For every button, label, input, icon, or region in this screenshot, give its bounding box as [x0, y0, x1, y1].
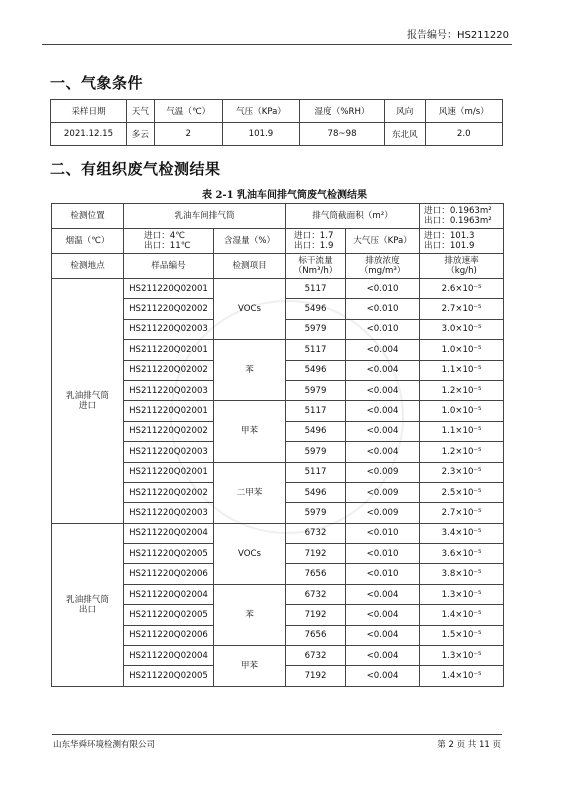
concentration-cell: <0.010 — [346, 544, 420, 564]
rate-cell: 2.5×10⁻⁵ — [420, 482, 504, 502]
weather-header-row — [51, 100, 503, 123]
rate-cell: 1.2×10⁻⁵ — [420, 380, 504, 400]
sample-id-cell: HS211220Q02006 — [124, 625, 214, 645]
col-rate-unit: （kg/h) — [446, 266, 477, 276]
concentration-cell: <0.004 — [346, 442, 420, 462]
temp-values — [124, 229, 214, 254]
sample-id-cell: HS211220Q02002 — [124, 299, 214, 319]
flow-cell: 5979 — [286, 442, 346, 462]
pressure-label: 大气压（KPa） — [346, 229, 420, 254]
concentration-cell: <0.009 — [346, 462, 420, 482]
site-outlet-line1: 乳油排气筒 — [66, 594, 109, 605]
test-item-cell: VOCs — [214, 523, 286, 584]
flow-cell: 7192 — [286, 605, 346, 625]
sample-id-cell: HS211220Q02005 — [124, 605, 214, 625]
weather-value-cell: 2021.12.15 — [51, 123, 127, 146]
flow-cell: 5117 — [286, 401, 346, 421]
sample-id-cell: HS211220Q02004 — [124, 523, 214, 543]
flow-cell: 7656 — [286, 564, 346, 584]
column-header-row — [52, 254, 504, 279]
sample-id-cell: HS211220Q02001 — [124, 340, 214, 360]
rate-cell: 3.4×10⁻⁵ — [420, 523, 504, 543]
concentration-cell: <0.009 — [346, 503, 420, 523]
weather-header-cell: 风速（m/s） — [425, 100, 502, 123]
flow-cell: 5496 — [286, 360, 346, 380]
concentration-cell: <0.010 — [346, 319, 420, 339]
col-item: 检测项目 — [214, 254, 286, 279]
weather-header-cell: 天气 — [127, 100, 155, 123]
footer-company: 山东华舜环境检测有限公司 — [53, 740, 156, 750]
results-table — [51, 203, 504, 687]
pressure-outlet: 出口：101.9 — [424, 241, 475, 251]
sample-id-cell: HS211220Q02003 — [124, 380, 214, 400]
weather-value-row — [51, 123, 503, 146]
col-conc-unit: （mg/m³） — [359, 266, 406, 276]
flow-cell: 5979 — [286, 319, 346, 339]
pressure-inlet: 进口：101.3 — [424, 231, 475, 241]
test-item-cell: 甲苯 — [214, 401, 286, 462]
moisture-values — [286, 229, 346, 254]
weather-value-cell: 东北风 — [384, 123, 425, 146]
footer-page: 第 2 页 共 11 页 — [437, 740, 501, 750]
flow-cell: 5979 — [286, 380, 346, 400]
site-inlet-line1: 乳油排气筒 — [66, 390, 109, 401]
rate-cell: 1.5×10⁻⁵ — [420, 625, 504, 645]
rate-cell: 2.3×10⁻⁵ — [420, 462, 504, 482]
concentration-cell: <0.004 — [346, 625, 420, 645]
table-row — [52, 523, 504, 543]
footer-rule — [52, 734, 502, 735]
area-label: 排气筒截面积（m²） — [286, 204, 420, 229]
rate-cell: 2.6×10⁻⁵ — [420, 279, 504, 299]
rate-cell: 1.0×10⁻⁵ — [420, 340, 504, 360]
area-outlet: 出口：0.1963m² — [424, 216, 492, 226]
flow-cell: 5117 — [286, 279, 346, 299]
concentration-cell: <0.004 — [346, 380, 420, 400]
concentration-cell: <0.004 — [346, 605, 420, 625]
flow-cell: 7656 — [286, 625, 346, 645]
test-item-cell: 二甲苯 — [214, 462, 286, 523]
concentration-cell: <0.004 — [346, 646, 420, 666]
flow-cell: 5496 — [286, 421, 346, 441]
weather-value-cell: 2.0 — [425, 123, 502, 146]
site-inlet — [52, 279, 124, 524]
rate-cell: 1.3×10⁻⁵ — [420, 646, 504, 666]
flow-cell: 6732 — [286, 523, 346, 543]
area-inlet: 进口：0.1963m² — [424, 206, 492, 216]
sample-id-cell: HS211220Q02005 — [124, 666, 214, 686]
location-label: 检测位置 — [52, 204, 124, 229]
flow-cell: 5496 — [286, 299, 346, 319]
moisture-label: 含湿量（%） — [214, 229, 286, 254]
rate-cell: 1.1×10⁻⁵ — [420, 421, 504, 441]
concentration-cell: <0.004 — [346, 401, 420, 421]
col-conc-title: 排放浓度 — [365, 256, 400, 266]
weather-header-cell: 风向 — [384, 100, 425, 123]
sample-id-cell: HS211220Q02001 — [124, 401, 214, 421]
pressure-values — [420, 229, 504, 254]
flow-cell: 5117 — [286, 462, 346, 482]
rate-cell: 1.0×10⁻⁵ — [420, 401, 504, 421]
site-inlet-line2: 进口 — [78, 400, 97, 411]
col-flow-title: 标干流量 — [298, 256, 333, 266]
weather-header-cell: 气压（KPa） — [222, 100, 299, 123]
moisture-inlet: 进口：1.7 — [294, 231, 334, 241]
sample-id-cell: HS211220Q02003 — [124, 442, 214, 462]
test-item-cell: VOCs — [214, 279, 286, 340]
table-caption: 表 2-1 乳油车间排气筒废气检测结果 — [201, 190, 368, 201]
weather-header-cell: 气温（℃） — [154, 100, 222, 123]
concentration-cell: <0.010 — [346, 299, 420, 319]
sample-id-cell: HS211220Q02002 — [124, 482, 214, 502]
sample-id-cell: HS211220Q02002 — [124, 360, 214, 380]
sample-id-cell: HS211220Q02003 — [124, 503, 214, 523]
flow-cell: 5117 — [286, 340, 346, 360]
rate-cell: 1.3×10⁻⁵ — [420, 584, 504, 604]
rate-cell: 1.1×10⁻⁵ — [420, 360, 504, 380]
weather-header-cell: 湿度（%RH） — [300, 100, 385, 123]
concentration-cell: <0.009 — [346, 482, 420, 502]
flow-cell: 6732 — [286, 646, 346, 666]
concentration-cell: <0.010 — [346, 564, 420, 584]
flow-cell: 5979 — [286, 503, 346, 523]
section-title-results: 二、有组织废气检测结果 — [50, 160, 221, 178]
flow-cell: 6732 — [286, 584, 346, 604]
col-flow — [286, 254, 346, 279]
rate-cell: 3.6×10⁻⁵ — [420, 544, 504, 564]
rate-cell: 3.8×10⁻⁵ — [420, 564, 504, 584]
location-row — [52, 204, 504, 229]
flow-cell: 7192 — [286, 666, 346, 686]
weather-value-cell: 101.9 — [222, 123, 299, 146]
col-sample: 样品编号 — [124, 254, 214, 279]
sample-id-cell: HS211220Q02002 — [124, 421, 214, 441]
col-rate — [420, 254, 504, 279]
rate-cell: 2.7×10⁻⁵ — [420, 299, 504, 319]
concentration-cell: <0.004 — [346, 666, 420, 686]
col-rate-title: 排放速率 — [444, 256, 479, 266]
test-item-cell: 甲苯 — [214, 646, 286, 687]
flow-cell: 5496 — [286, 482, 346, 502]
location-value: 乳油车间排气筒 — [124, 204, 286, 229]
table-row — [52, 279, 504, 299]
sample-id-cell: HS211220Q02004 — [124, 646, 214, 666]
concentration-cell: <0.010 — [346, 523, 420, 543]
col-flow-unit: （Nm³/h） — [293, 266, 338, 276]
moisture-outlet: 出口：1.9 — [294, 241, 334, 251]
weather-value-cell: 2 — [154, 123, 222, 146]
concentration-cell: <0.004 — [346, 584, 420, 604]
area-values — [420, 204, 504, 229]
test-item-cell: 苯 — [214, 340, 286, 401]
temp-outlet: 出口：11℃ — [144, 241, 191, 251]
weather-value-cell: 78~98 — [300, 123, 385, 146]
sample-id-cell: HS211220Q02003 — [124, 319, 214, 339]
rate-cell: 2.7×10⁻⁵ — [420, 503, 504, 523]
col-site: 检测地点 — [52, 254, 124, 279]
condition-row — [52, 229, 504, 254]
concentration-cell: <0.010 — [346, 279, 420, 299]
weather-value-cell: 多云 — [127, 123, 155, 146]
concentration-cell: <0.004 — [346, 360, 420, 380]
temp-label: 烟温（℃） — [52, 229, 124, 254]
sample-id-cell: HS211220Q02006 — [124, 564, 214, 584]
concentration-cell: <0.004 — [346, 340, 420, 360]
weather-header-cell: 采样日期 — [51, 100, 127, 123]
sample-id-cell: HS211220Q02004 — [124, 584, 214, 604]
sample-id-cell: HS211220Q02005 — [124, 544, 214, 564]
temp-inlet: 进口：4℃ — [144, 231, 185, 241]
sample-id-cell: HS211220Q02001 — [124, 279, 214, 299]
report-number: 报告编号：HS211220 — [406, 30, 509, 41]
test-item-cell: 苯 — [214, 584, 286, 645]
rate-cell: 3.0×10⁻⁵ — [420, 319, 504, 339]
concentration-cell: <0.004 — [346, 421, 420, 441]
weather-table — [50, 99, 503, 146]
rate-cell: 1.2×10⁻⁵ — [420, 442, 504, 462]
section-title-weather: 一、气象条件 — [50, 74, 144, 92]
rate-cell: 1.4×10⁻⁵ — [420, 666, 504, 686]
col-concentration — [346, 254, 420, 279]
rate-cell: 1.4×10⁻⁵ — [420, 605, 504, 625]
flow-cell: 7192 — [286, 544, 346, 564]
site-outlet — [52, 523, 124, 686]
sample-id-cell: HS211220Q02001 — [124, 462, 214, 482]
site-outlet-line2: 出口 — [78, 604, 97, 615]
